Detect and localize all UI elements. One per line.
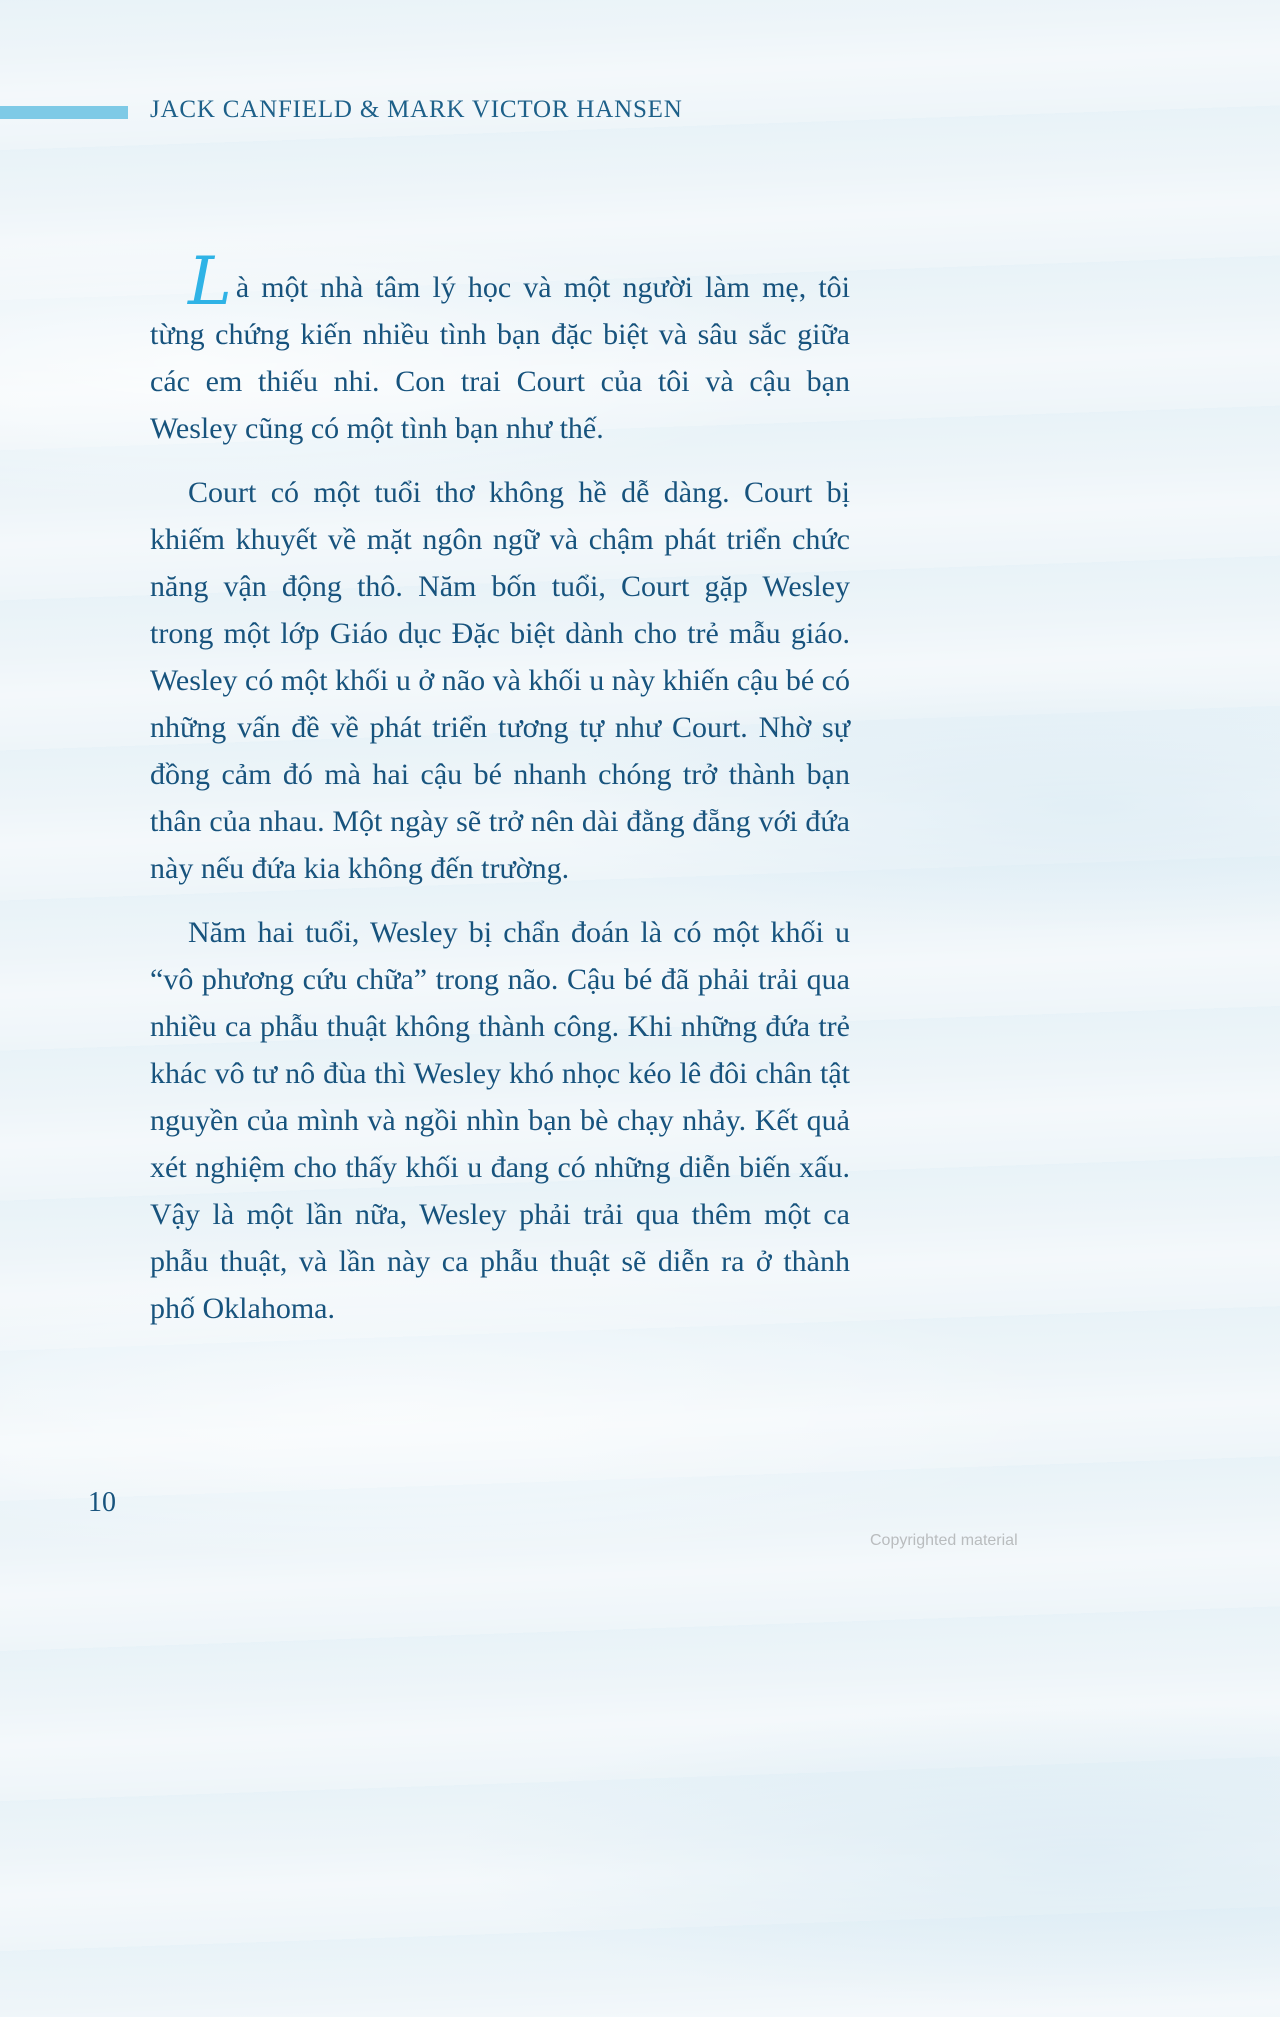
paragraph-1: [150, 243, 850, 452]
copyright-notice: Copyrighted material: [870, 1532, 1018, 1549]
paragraph-3: Năm hai tuổi, Wesley bị chẩn đoán là có một khối u “vô phương cứu chữa” trong não. Cậu bé đã phải trải qua nhiều ca phẫu thuật không thành công. Khi những đứa trẻ khác vô tư nô đùa thì Wesley khó nhọc kéo lê đôi chân tật nguyền của mình và ngồi nhìn bạn bè chạy nhảy. Kết quả xét nghiệm cho thấy khối u đang có những diễn biến xấu. Vậy là một lần nữa, Wesley phải trải qua thêm một ca phẫu thuật, và lần này ca phẫu thuật sẽ diễn ra ở thành phố Oklahoma.: [150, 916, 850, 1325]
paragraph-1-text: à một nhà tâm lý học và một người làm mẹ, tôi từng chứng kiến nhiều tình bạn đặc biệt và sâu sắc giữa các em thiếu nhi. Con trai Court của tôi và cậu bạn Wesley cũng có một tình bạn như thế.: [150, 271, 850, 445]
page-body: [150, 243, 850, 1349]
drop-cap-initial: L: [188, 243, 232, 320]
paragraph-2: Court có một tuổi thơ không hề dễ dàng. Court bị khiếm khuyết về mặt ngôn ngữ và chậm phát triển chức năng vận động thô. Năm bốn tuổi, Court gặp Wesley trong một lớp Giáo dục Đặc biệt dành cho trẻ mẫu giáo. Wesley có một khối u ở não và khối u này khiến cậu bé có những vấn đề về phát triển tương tự như Court. Nhờ sự đồng cảm đó mà hai cậu bé nhanh chóng trở thành bạn thân của nhau. Một ngày sẽ trở nên dài đằng đẵng với đứa này nếu đứa kia không đến trường.: [150, 476, 850, 885]
page-number: 10: [88, 1487, 116, 1518]
header-accent-bar: [0, 106, 128, 119]
author-line: JACK CANFIELD & MARK VICTOR HANSEN: [150, 96, 683, 123]
